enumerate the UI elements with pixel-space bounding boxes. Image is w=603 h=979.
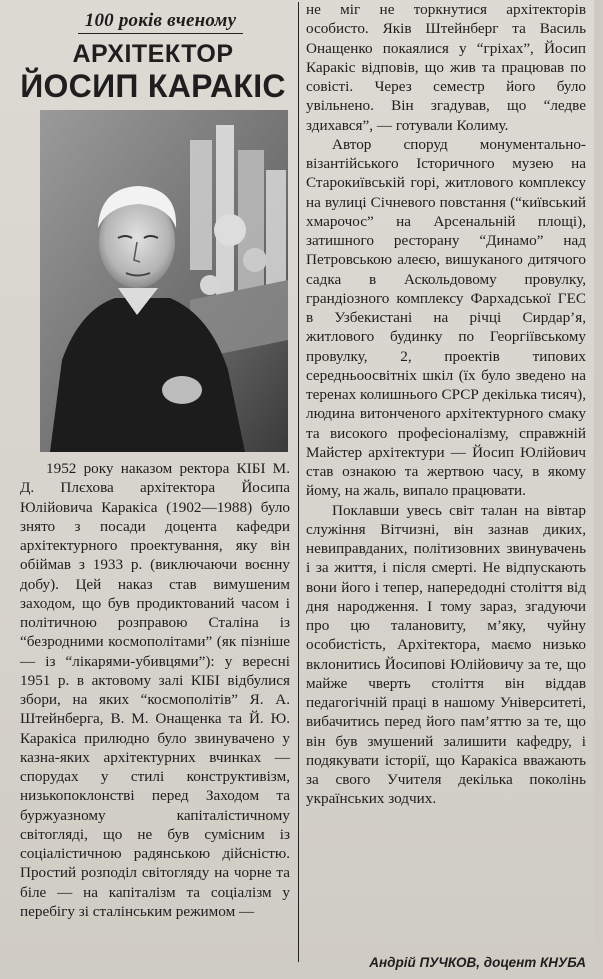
left-text-column <box>20 459 290 921</box>
rubric-heading: 100 років вченому <box>78 10 243 34</box>
paragraph-right-3: Поклавши увесь світ талан на вівтар служіння Вітчизні, він зазнав диких, невиправданих, політизовних звинувачень і за життя, і після смерті. Не відпускають вони його і тепер, напередодні століття від дня народження. І тому зараз, згадуючи про цю талановиту, м’яку, чуйну особистість, Архітектора, маємо низько вклонитись Йосипові Юлійовичу за те, що майже чверть століття він віддав педагогічній праці в нашому Університеті, вибачитись перед його пам’яттю за те, що він був змушений залишити кафедру, і подякувати історії, що Каракіса вважають за свого Учителя декілька поколінь українських зодчих. <box>306 501 586 808</box>
article-title-line2: ЙОСИП КАРАКІС <box>20 68 286 104</box>
paragraph-right-1: не міг не торкнутися архітекторів особисто. Яків Штейнберг та Василь Онащенко покаялися у “гріхах”, Йосип Каракіс відповів, що жив та працював по совісті. Через семестр його було увільнено. Він згадував, що “ледве здихався”, — готували Колиму. <box>306 1 586 134</box>
paragraph-left-1: 1952 року наказом ректора КІБІ М. Д. Плєхова архітектора Йосипа Юлійовича Каракіса (1902—1988) було знято з посади доцента кафедри архітектурного проектування, яку він обіймав з 1933 р. (виключаючи воєнну добу). Цей наказ став вимушеним заходом, що був продиктований часом і політичною розправою Сталіна із “безродними космополітами” (як пізніше — із “лікарями-убивцями”): у вересні 1951 р. в актовому залі КІБІ відбулися збори, на яких “космополітів” Я. А. Штейнберга, В. М. Онащенка та Й. Ю. Каракіса прилюдно було звинувачено у казна-яких архітектурних вчинках — спорудах у стилі конструктивізм, низькопоклонстві перед Заходом та буржуазному капіталістичному світогляді, що не був сумісним із соціалістичною радянською дійсністю. Простий розподіл світогляду на чорне та біле — на капіталізм та соціалізм у перебігу зі сталінським режимом — <box>20 460 290 920</box>
page-edge <box>594 0 603 979</box>
article-title-line1: АРХІТЕКТОР <box>72 40 234 68</box>
portrait-photo <box>40 110 288 452</box>
paragraph-right-2: Автор споруд монументально-візантійського Історичного музею на Старокиївській горі, житлового комплексу на вулиці Січневого повстання (“київський хмарочос” на Арсенальній площі), затишного ресторану “Динамо” над Петровською алеєю, вишуканого дитячого садка в Аскольдовому провулку, грандіозного комплексу Фархадської ГЕС в Узбекистані на річці Сирдар’я, житлового будинку по Георгіївському провулку, 2, проектів типових середньоосвітніх шкіл (їх було зведено на теренах колишнього СРСР декілька тисяч), людина витонченого архітектурного смаку та високого професіоналізму, справжній Майстер архітектури — Йосип Юлійович став ознакою та жертвою часу, в якому йому, на жаль, випало працювати. <box>306 135 586 500</box>
portrait-photo-icon <box>40 110 288 452</box>
author-signature: Андрій ПУЧКОВ, доцент КНУБА <box>369 955 586 970</box>
right-text-column <box>306 0 586 809</box>
